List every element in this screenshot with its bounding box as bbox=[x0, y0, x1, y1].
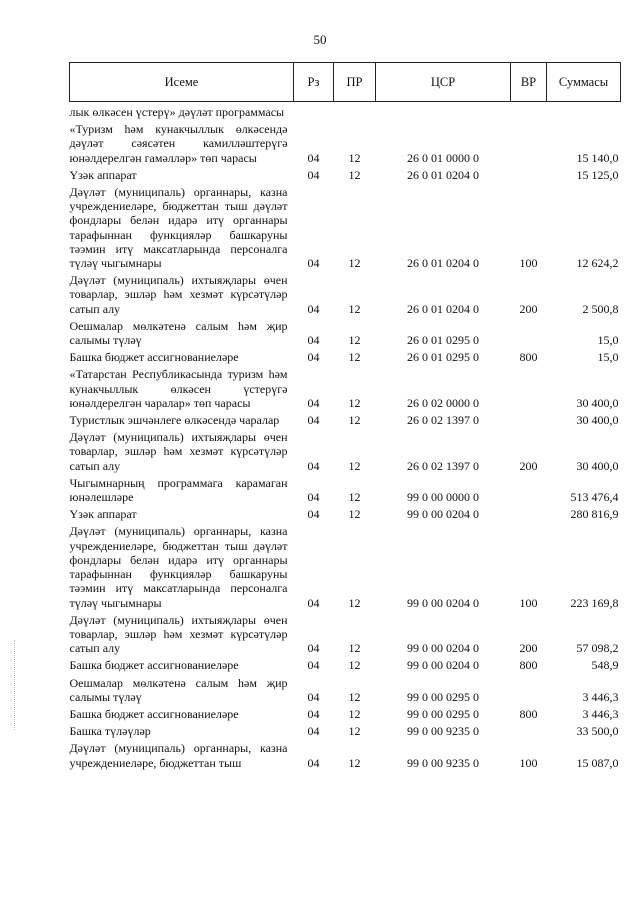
cell-name: лык өлкәсен үстерү» дәүләт программасы bbox=[69, 105, 285, 119]
cell-name: Дәүләт (муниципаль) органнары, казна учреждениеләре, бюджеттан тыш дәүләт фондлары белән идарә итү органнары тарафыннан функцияләр башкаруны тәэмин итү максатларында персоналга түләү чыгымнары bbox=[69, 524, 288, 610]
cell-pr: 12 bbox=[348, 507, 361, 522]
table-row bbox=[70, 473, 621, 504]
cell-pr: 12 bbox=[348, 395, 361, 410]
cell-name: Башка түләүләр bbox=[69, 724, 151, 739]
cell-pr bbox=[334, 102, 376, 120]
margin-marks bbox=[14, 640, 21, 730]
cell-pr: 12 bbox=[348, 658, 361, 673]
cell-sum: 15,0 bbox=[597, 350, 619, 365]
cell-csr: 26 0 01 0204 0 bbox=[407, 167, 479, 182]
cell-pr: 12 bbox=[348, 689, 361, 704]
table-row bbox=[70, 704, 621, 721]
table-body bbox=[70, 102, 621, 770]
cell-vr: 800 bbox=[519, 350, 538, 365]
table-row bbox=[70, 521, 621, 609]
cell-name: Дәүләт (муниципаль) ихтыяҗлары өчен товарлар, эшләр һәм хезмәт күрсәтүләр сатып алу bbox=[69, 273, 288, 316]
cell-sum: 2 500,8 bbox=[582, 301, 619, 316]
cell-sum: 15,0 bbox=[597, 333, 619, 348]
cell-vr bbox=[511, 673, 547, 704]
cell-csr: 26 0 02 0000 0 bbox=[407, 395, 479, 410]
cell-rz: 04 bbox=[307, 301, 320, 316]
table-row bbox=[70, 270, 621, 316]
cell-name: «Татарстан Республикасында туризм һәм кунакчыллык өлкәсен үстерүгә юнәлдерелгән чаралар» төп чарасы bbox=[69, 367, 288, 410]
cell-csr: 26 0 01 0204 0 bbox=[407, 301, 479, 316]
cell-sum: 15 087,0 bbox=[576, 755, 619, 770]
cell-sum: 3 446,3 bbox=[582, 706, 619, 721]
table-row bbox=[70, 610, 621, 656]
cell-vr bbox=[511, 410, 547, 427]
cell-sum: 30 400,0 bbox=[576, 413, 619, 428]
cell-pr: 12 bbox=[348, 641, 361, 656]
cell-rz: 04 bbox=[307, 413, 320, 428]
cell-pr: 12 bbox=[348, 333, 361, 348]
table-row bbox=[70, 504, 621, 521]
cell-sum bbox=[547, 102, 621, 120]
cell-name: Дәүләт (муниципаль) органнары, казна учреждениеләре, бюджеттан тыш дәүләт фондлары белән идарә итү органнары тарафыннан функцияләр башкаруны тәэмин итү максатларында персоналга түләү чыгымнары bbox=[69, 185, 288, 271]
cell-rz: 04 bbox=[307, 658, 320, 673]
table-row bbox=[70, 364, 621, 410]
table-header bbox=[70, 63, 621, 102]
cell-name: Чыгымнарның программага карамаган юнәлешләре bbox=[69, 475, 288, 505]
cell-csr: 99 0 00 9235 0 bbox=[407, 755, 479, 770]
cell-sum: 280 816,9 bbox=[570, 507, 619, 522]
cell-vr bbox=[511, 316, 547, 347]
header-sum: Суммасы bbox=[547, 63, 621, 102]
cell-csr: 26 0 01 0204 0 bbox=[407, 256, 479, 271]
header-name: Исеме bbox=[70, 63, 294, 102]
table-row bbox=[70, 182, 621, 270]
cell-rz: 04 bbox=[307, 689, 320, 704]
cell-name: Оешмалар мөлкәтенә салым һәм җир салымы түләү bbox=[69, 318, 288, 348]
cell-rz: 04 bbox=[307, 724, 320, 739]
header-pr: ПР bbox=[334, 63, 376, 102]
cell-name: Башка бюджет ассигнованиеләре bbox=[69, 706, 239, 721]
cell-csr: 99 0 00 0204 0 bbox=[407, 641, 479, 656]
cell-pr: 12 bbox=[348, 350, 361, 365]
table-row bbox=[70, 347, 621, 364]
cell-vr bbox=[511, 119, 547, 165]
cell-vr: 800 bbox=[519, 658, 538, 673]
page-number: 50 bbox=[313, 32, 327, 47]
cell-sum: 223 169,8 bbox=[570, 595, 619, 610]
cell-vr bbox=[511, 473, 547, 504]
cell-sum: 30 400,0 bbox=[576, 395, 619, 410]
cell-rz: 04 bbox=[307, 167, 320, 182]
cell-rz: 04 bbox=[307, 256, 320, 271]
cell-csr: 26 0 02 1397 0 bbox=[407, 413, 479, 428]
cell-sum: 30 400,0 bbox=[576, 458, 619, 473]
cell-name: Дәүләт (муниципаль) ихтыяҗлары өчен товарлар, эшләр һәм хезмәт күрсәтүләр сатып алу bbox=[69, 430, 288, 473]
cell-pr: 12 bbox=[348, 150, 361, 165]
table-row bbox=[70, 673, 621, 704]
table-row bbox=[70, 655, 621, 672]
cell-vr bbox=[511, 364, 547, 410]
header-vr: ВР bbox=[511, 63, 547, 102]
table-row bbox=[70, 119, 621, 165]
cell-name: Үзәк аппарат bbox=[69, 507, 137, 522]
cell-sum: 15 125,0 bbox=[576, 167, 619, 182]
cell-csr: 99 0 00 0204 0 bbox=[407, 595, 479, 610]
table-row bbox=[70, 410, 621, 427]
cell-csr: 26 0 01 0295 0 bbox=[407, 333, 479, 348]
cell-name: Башка бюджет ассигнованиеләре bbox=[69, 350, 239, 365]
table-row bbox=[70, 316, 621, 347]
cell-sum: 3 446,3 bbox=[582, 689, 619, 704]
cell-rz: 04 bbox=[307, 641, 320, 656]
cell-rz: 04 bbox=[307, 333, 320, 348]
cell-sum: 548,9 bbox=[591, 658, 619, 673]
cell-rz: 04 bbox=[307, 706, 320, 721]
cell-name: Дәүләт (муниципаль) органнары, казна учреждениеләре, бюджеттан тыш bbox=[69, 741, 288, 770]
cell-vr: 200 bbox=[519, 458, 538, 473]
cell-csr: 99 0 00 0295 0 bbox=[407, 706, 479, 721]
cell-name: Туристлык эшчәнлеге өлкәсендә чаралар bbox=[69, 413, 280, 428]
cell-pr: 12 bbox=[348, 458, 361, 473]
cell-rz: 04 bbox=[307, 458, 320, 473]
cell-sum: 57 098,2 bbox=[576, 641, 619, 656]
cell-rz: 04 bbox=[307, 490, 320, 505]
table-row bbox=[70, 427, 621, 473]
header-csr: ЦСР bbox=[376, 63, 511, 102]
cell-pr: 12 bbox=[348, 755, 361, 770]
cell-vr: 100 bbox=[519, 595, 538, 610]
cell-vr bbox=[511, 165, 547, 182]
cell-sum: 513 476,4 bbox=[570, 490, 619, 505]
cell-pr: 12 bbox=[348, 167, 361, 182]
cell-pr: 12 bbox=[348, 413, 361, 428]
cell-rz: 04 bbox=[307, 507, 320, 522]
cell-pr: 12 bbox=[348, 724, 361, 739]
cell-csr: 26 0 02 1397 0 bbox=[407, 458, 479, 473]
cell-pr: 12 bbox=[348, 301, 361, 316]
cell-csr: 99 0 00 0000 0 bbox=[407, 490, 479, 505]
cell-vr: 100 bbox=[519, 256, 538, 271]
cell-name: Башка бюджет ассигнованиеләре bbox=[69, 658, 239, 673]
cell-rz: 04 bbox=[307, 595, 320, 610]
cell-csr: 26 0 01 0000 0 bbox=[407, 150, 479, 165]
cell-vr bbox=[511, 504, 547, 521]
cell-pr: 12 bbox=[348, 706, 361, 721]
cell-name: Үзәк аппарат bbox=[69, 167, 137, 182]
cell-name: «Туризм һәм кунакчыллык өлкәсендә дәүләт сәясәтен камилләштерүгә юнәлдерелгән гамәлләр» төп чарасы bbox=[69, 122, 288, 165]
cell-rz: 04 bbox=[307, 395, 320, 410]
cell-vr bbox=[511, 102, 547, 120]
table-row bbox=[70, 102, 621, 120]
cell-pr: 12 bbox=[348, 595, 361, 610]
cell-pr: 12 bbox=[348, 490, 361, 505]
cell-csr: 99 0 00 9235 0 bbox=[407, 724, 479, 739]
cell-rz bbox=[294, 102, 334, 120]
table-row bbox=[70, 721, 621, 738]
cell-vr bbox=[511, 721, 547, 738]
header-rz: Рз bbox=[294, 63, 334, 102]
cell-csr bbox=[376, 102, 511, 120]
cell-vr: 100 bbox=[519, 755, 538, 770]
cell-csr: 99 0 00 0204 0 bbox=[407, 507, 479, 522]
cell-sum: 33 500,0 bbox=[576, 724, 619, 739]
cell-rz: 04 bbox=[307, 755, 320, 770]
cell-csr: 99 0 00 0295 0 bbox=[407, 689, 479, 704]
cell-csr: 26 0 01 0295 0 bbox=[407, 350, 479, 365]
cell-vr: 200 bbox=[519, 301, 538, 316]
table-row bbox=[70, 738, 621, 769]
cell-sum: 15 140,0 bbox=[576, 150, 619, 165]
cell-name: Оешмалар мөлкәтенә салым һәм җир салымы түләү bbox=[69, 675, 288, 704]
table-row bbox=[70, 165, 621, 182]
cell-sum: 12 624,2 bbox=[576, 256, 619, 271]
cell-vr: 200 bbox=[519, 641, 538, 656]
budget-table bbox=[69, 62, 621, 770]
cell-rz: 04 bbox=[307, 150, 320, 165]
cell-vr: 800 bbox=[519, 706, 538, 721]
cell-rz: 04 bbox=[307, 350, 320, 365]
cell-name: Дәүләт (муниципаль) ихтыяҗлары өчен товарлар, эшләр һәм хезмәт күрсәтүләр сатып алу bbox=[69, 612, 288, 656]
cell-pr: 12 bbox=[348, 256, 361, 271]
cell-csr: 99 0 00 0204 0 bbox=[407, 658, 479, 673]
